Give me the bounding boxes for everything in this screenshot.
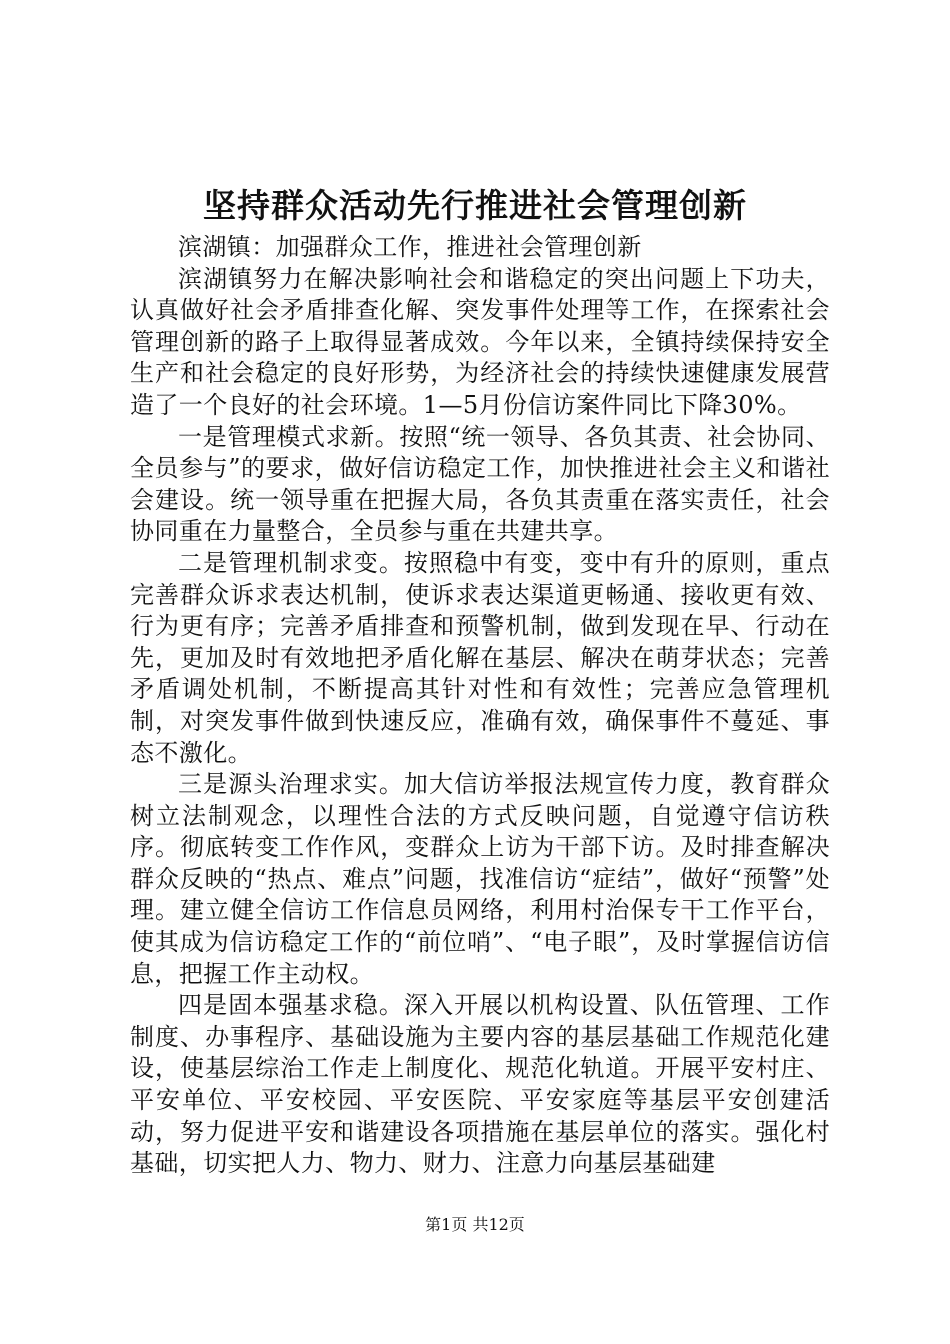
page-number-footer: 第1页 共12页	[425, 1215, 525, 1234]
paragraph-point-1: 一是管理模式求新。按照“统一领导、各负其责、社会协同、全员参与”的要求，做好信访稳定工作，加快推进社会主义和谐社会建设。统一领导重在把握大局，各负其责重在落实责任，社会协同重在力量整合，全员参与重在共建共享。	[130, 422, 830, 546]
paragraph-point-3: 三是源头治理求实。加大信访举报法规宣传力度，教育群众树立法制观念，以理性合法的方式反映问题，自觉遵守信访秩序。彻底转变工作作风，变群众上访为干部下访。及时排查解决群众反映的“热点、难点”问题，找准信访“症结”，做好“预警”处理。建立健全信访工作信息员网络，利用村治保专干工作平台，使其成为信访稳定工作的“前位哨”、“电子眼”，及时掌握信访信息，把握工作主动权。	[130, 770, 830, 988]
paragraph-point-4: 四是固本强基求稳。深入开展以机构设置、队伍管理、工作制度、办事程序、基础设施为主要内容的基层基础工作规范化建设，使基层综治工作走上制度化、规范化轨道。开展平安村庄、平安单位、平安校园、平安医院、平安家庭等基层平安创建活动，努力促进平安和谐建设各项措施在基层单位的落实。强化村基础，切实把人力、物力、财力、注意力向基层基础建	[130, 991, 830, 1178]
document-title: 坚持群众活动先行推进社会管理创新	[203, 186, 747, 225]
paragraph-subtitle: 滨湖镇：加强群众工作，推进社会管理创新	[178, 233, 642, 261]
paragraph-point-2: 二是管理机制求变。按照稳中有变，变中有升的原则，重点完善群众诉求表达机制，使诉求表达渠道更畅通、接收更有效、行为更有序；完善矛盾排查和预警机制，做到发现在早、行动在先，更加及时有效地把矛盾化解在基层、解决在萌芽状态；完善矛盾调处机制，不断提高其针对性和有效性；完善应急管理机制，对突发事件做到快速反应，准确有效，确保事件不蔓延、事态不激化。	[130, 548, 830, 767]
document-body	[130, 232, 830, 1180]
paragraph-intro: 滨湖镇努力在解决影响社会和谐稳定的突出问题上下功夫，认真做好社会矛盾排查化解、突发事件处理等工作，在探索社会管理创新的路子上取得显著成效。今年以来，全镇持续保持安全生产和社会稳定的良好形势，为经济社会的持续快速健康发展营造了一个良好的社会环境。1—5月份信访案件同比下降30%。	[130, 264, 830, 419]
